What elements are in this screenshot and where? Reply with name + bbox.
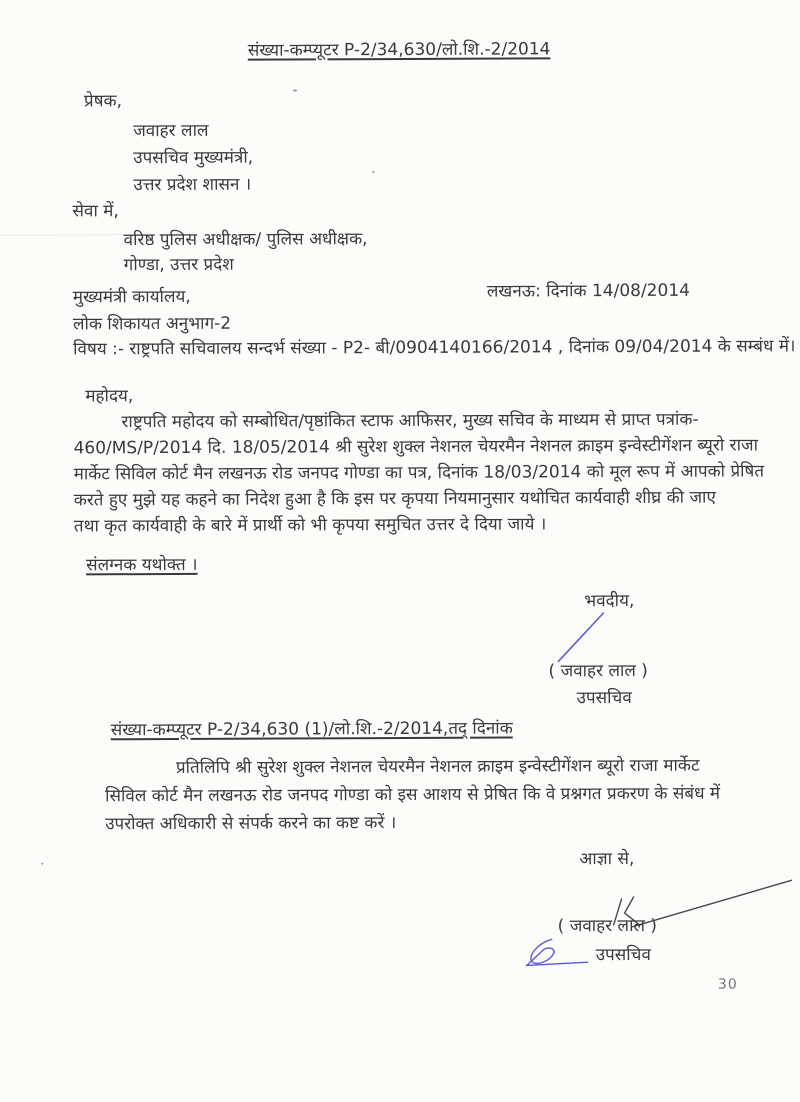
sender-label: प्रेषक, [83,91,123,112]
valediction: भवदीय, [584,590,635,612]
reference-number-footer: संख्या-कम्प्यूटर P-2/34,630 (1)/लो.शि.-2/2014,तद् दिनांक [110,718,513,741]
scan-speck [41,863,43,865]
enclosure-note: संलग्नक यथोक्त । [86,554,198,576]
signatory-name: ( जवाहर लाल ) [548,660,648,682]
copy-line: उपरोक्त अधिकारी से संपर्क करने का कष्ट करें । [105,813,397,835]
sender-name: जवाहर लाल [133,120,209,142]
body-line: राष्ट्रपति महोदय को सम्बोधित/पृष्ठांकित स्टाफ आफिसर, मुख्य सचिव के माध्यम से प्राप्त पत्रांक- [121,409,699,433]
signature-stroke [548,607,618,665]
recipient-label: सेवा में, [72,201,119,222]
salutation: महोदय, [85,386,134,407]
office-section: लोक शिकायत अनुभाग-2 [72,313,232,335]
body-line: करते हुए मुझे यह कहने का निदेश हुआ है कि इस पर कृपया नियमानुसार यथोचित कार्यवाही शीघ्र की जाए [73,487,716,511]
scan-speck [293,89,297,91]
body-line: मार्केट सिविल कोर्ट मैन लखनऊ रोड जनपद गोण्डा का पत्र, दिनांक 18/03/2014 को मूल रूप में आपको प्रेषित [73,461,765,485]
reference-number-header: संख्या-कम्प्यूटर P-2/34,630/लो.शि.-2/2014 [247,39,551,61]
subject-line: विषय :- राष्ट्रपति सचिवालय सन्दर्भ संख्या - P2- बी/0904140166/2014 , दिनांक 09/04/2014 के सम्बंध में। [73,336,796,360]
office-name: मुख्यमंत्री कार्यालय, [72,286,191,308]
sender-government: उत्तर प्रदेश शासन । [133,174,252,196]
copy-line: सिविल कोर्ट मैन लखनऊ रोड जनपद गोण्डा को इस आशय से प्रेषित कि वे प्रश्नगत प्रकरण के संबंध में [105,783,721,807]
signatory-designation: उपसचिव [576,687,632,709]
sender-designation: उपसचिव मुख्यमंत्री, [133,147,254,169]
scan-speck [372,171,374,173]
signature-initial-stroke [522,935,592,971]
page-number: 30 [717,976,738,993]
recipient-designation: वरिष्ठ पुलिस अधीक्षक/ पुलिस अधीक्षक, [123,229,368,251]
signatory-designation: उपसचिव [595,944,651,966]
by-order-label: आज्ञा से, [579,848,635,870]
signatory-name: ( जवाहर लाल ) [557,915,658,937]
place-date: लखनऊ: दिनांक 14/08/2014 [486,280,690,302]
recipient-address: गोण्डा, उत्तर प्रदेश [123,254,234,276]
body-line: 460/MS/P/2014 दि. 18/05/2014 श्री सुरेश शुक्ल नेशनल चेयरमैन नेशनल क्राइम इन्वेस्टीगेंशन ब्यूरो राजा [73,435,759,459]
body-line: तथा कृत कार्यवाही के बारे में प्रार्थी को भी कृपया समुचित उत्तर दे दिया जाये । [73,514,547,537]
copy-line: प्रतिलिपि श्री सुरेश शुक्ल नेशनल चेयरमैन नेशनल क्राइम इन्वेस्टीगेंशन ब्यूरो राजा मार्केट [175,755,700,778]
